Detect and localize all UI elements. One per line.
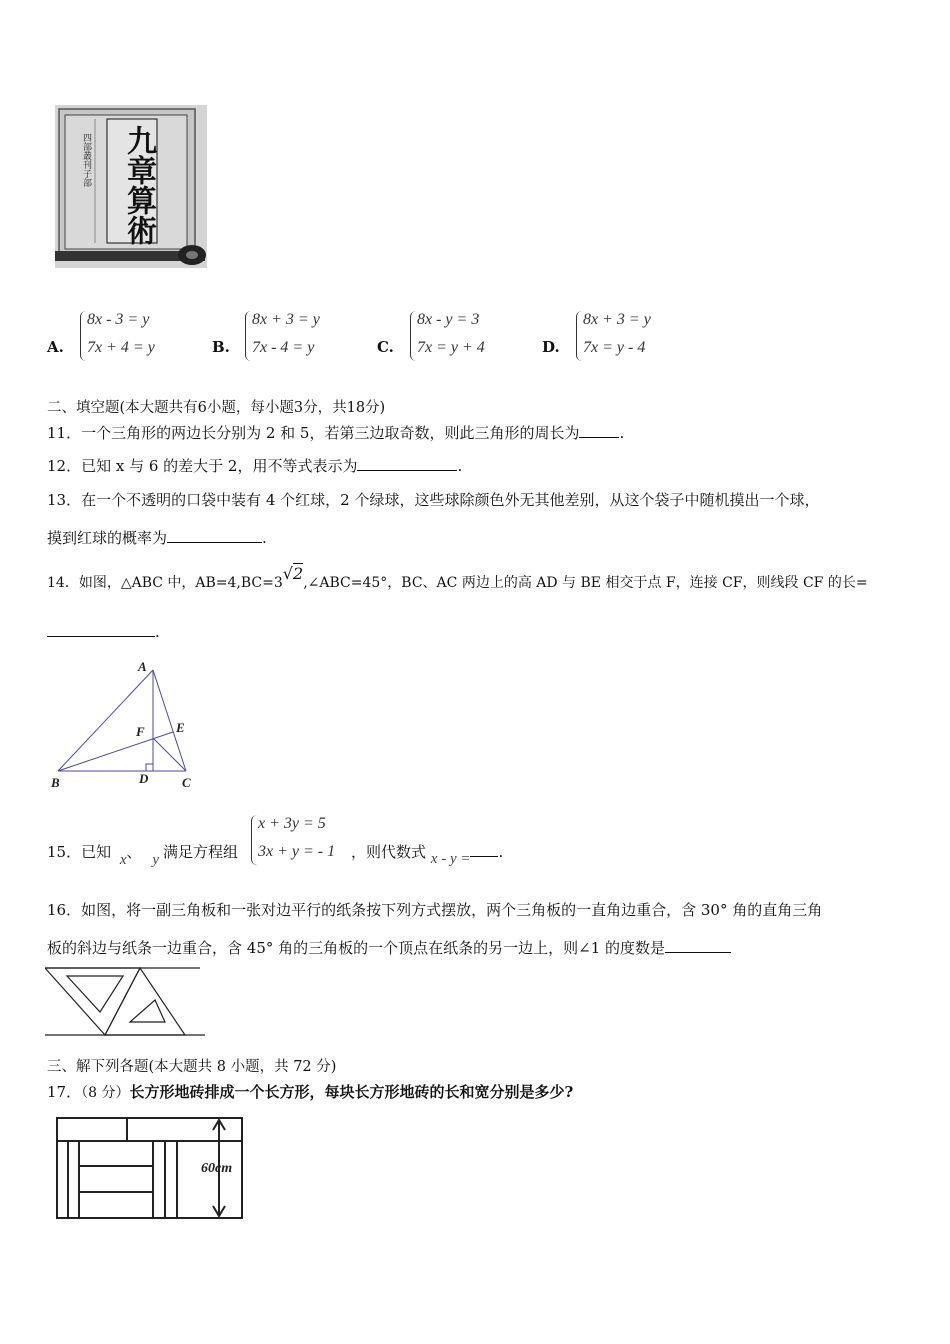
question-11 [47, 422, 624, 443]
equation-line: 8x + 3 = y [252, 311, 320, 328]
option-label: D. [542, 338, 560, 356]
expression: x - y = [430, 851, 471, 867]
segment-ab [58, 670, 153, 771]
equation-line: x + 3y = 5 [258, 815, 326, 832]
equation-line: 7x = y - 4 [583, 339, 646, 356]
option-label: C. [377, 338, 394, 356]
triangle-diagram [48, 658, 198, 793]
altitude-be [58, 732, 173, 771]
triangle-30-inner [67, 976, 123, 1012]
answer-blank[interactable] [470, 846, 498, 857]
option-label: A. [47, 338, 64, 356]
question-14-line2 [47, 622, 160, 641]
option-label: B. [212, 338, 230, 356]
question-text: 11．一个三角形的两边长分别为 2 和 5，若第三边取奇数，则此三角形的周长为 [47, 424, 580, 442]
triangle-30 [45, 968, 140, 1035]
question-text: 摸到红球的概率为 [47, 529, 168, 547]
equation-line: 8x - y = 3 [417, 311, 480, 328]
sqrt-sign: √ [282, 564, 293, 583]
answer-blank[interactable] [167, 528, 262, 543]
sqrt-expression [283, 564, 303, 583]
question-end: . [457, 457, 463, 475]
question-text: 13．在一个不透明的口袋中装有 4 个红球，2 个绿球，这些球除颜色外无其他差别，从这个袋子中随机摸出一个球， [47, 491, 820, 509]
question-text: 15．已知 [47, 843, 112, 861]
equation-brace [410, 311, 417, 361]
equation-line: 3x + y = - 1 [258, 843, 336, 860]
question-12 [47, 455, 462, 476]
variable-x: x [119, 852, 127, 868]
section-heading: 三、解下列各题(本大题共 8 小题，共 72 分) [47, 1059, 337, 1075]
question-text: 长方形地砖排成一个长方形，每块长方形地砖的长和宽分别是多少? [129, 1083, 574, 1101]
question-13-line2 [47, 527, 267, 548]
label-a: A [138, 659, 147, 674]
question-text: ,∠ABC=45°，BC、AC 两边上的高 AD 与 BE 相交于点 F，连接 CF，则线段 CF 的长= [303, 575, 868, 591]
figure-17 [55, 1108, 250, 1226]
question-16-line2 [47, 937, 731, 958]
equation-brace [245, 311, 252, 361]
figure-16 [45, 962, 210, 1040]
equation-brace [80, 311, 87, 361]
equation-brace [576, 311, 583, 361]
triangle-45 [105, 968, 185, 1035]
book-side-text: 四部叢刊子部 [81, 133, 91, 187]
question-14 [47, 564, 868, 592]
equation-line: 7x = y + 4 [417, 339, 485, 356]
answer-blank[interactable] [665, 938, 731, 953]
dimension-label: 60cm [201, 1161, 233, 1176]
question-16 [47, 899, 822, 920]
label-e: E [176, 720, 185, 735]
triangle-boards-diagram [45, 962, 210, 1040]
question-15-tail [351, 841, 504, 867]
question-17 [47, 1081, 573, 1102]
equation-line: 8x + 3 = y [583, 311, 651, 328]
question-end: . [262, 529, 267, 547]
book-title: 九章算術 [121, 125, 156, 245]
tiles-diagram [55, 1108, 250, 1226]
section-heading: 二、填空题(本大题共有6小题，每小题3分，共18分) [47, 400, 386, 416]
question-13 [47, 489, 819, 510]
question-text: 16．如图，将一副三角板和一张对边平行的纸条按下列方式摆放，两个三角板的一直角边重合，含 30° 角的直角三角 [47, 901, 823, 919]
question-text: ，则代数式 [351, 843, 427, 861]
question-score: （8 分） [81, 1085, 130, 1101]
answer-blank[interactable] [357, 456, 457, 471]
equation-line: 8x - 3 = y [87, 311, 150, 328]
book-image [55, 105, 207, 268]
figure-14 [48, 658, 198, 793]
equation-brace [251, 815, 258, 865]
sqrt-radicand: 2 [293, 564, 304, 583]
equation-line: 7x + 4 = y [87, 339, 155, 356]
question-15 [47, 841, 239, 868]
equation-line: 7x - 4 = y [252, 339, 315, 356]
question-text: 板的斜边与纸条一边重合，含 45° 角的三角板的一个顶点在纸条的另一边上，则∠1 的度数是 [47, 939, 666, 957]
question-end: . [619, 424, 625, 442]
question-text: 12．已知 x 与 6 的差大于 2，用不等式表示为 [47, 457, 358, 475]
right-angle-mark [146, 764, 153, 771]
triangle-45-inner [130, 1000, 165, 1022]
label-b: B [51, 775, 60, 790]
question-text: 、 [126, 843, 142, 861]
question-end: . [155, 623, 160, 641]
question-text: 满足方程组 [163, 843, 239, 861]
label-f: F [136, 724, 145, 739]
answer-blank[interactable] [47, 622, 155, 637]
question-number: 17． [47, 1083, 82, 1101]
answer-blank[interactable] [579, 423, 619, 438]
label-d: D [139, 771, 149, 786]
question-end: . [498, 843, 504, 861]
question-text: 14．如图，△ABC 中，AB=4,BC=3 [47, 575, 283, 591]
label-c: C [182, 775, 191, 790]
variable-y: y [152, 852, 160, 868]
